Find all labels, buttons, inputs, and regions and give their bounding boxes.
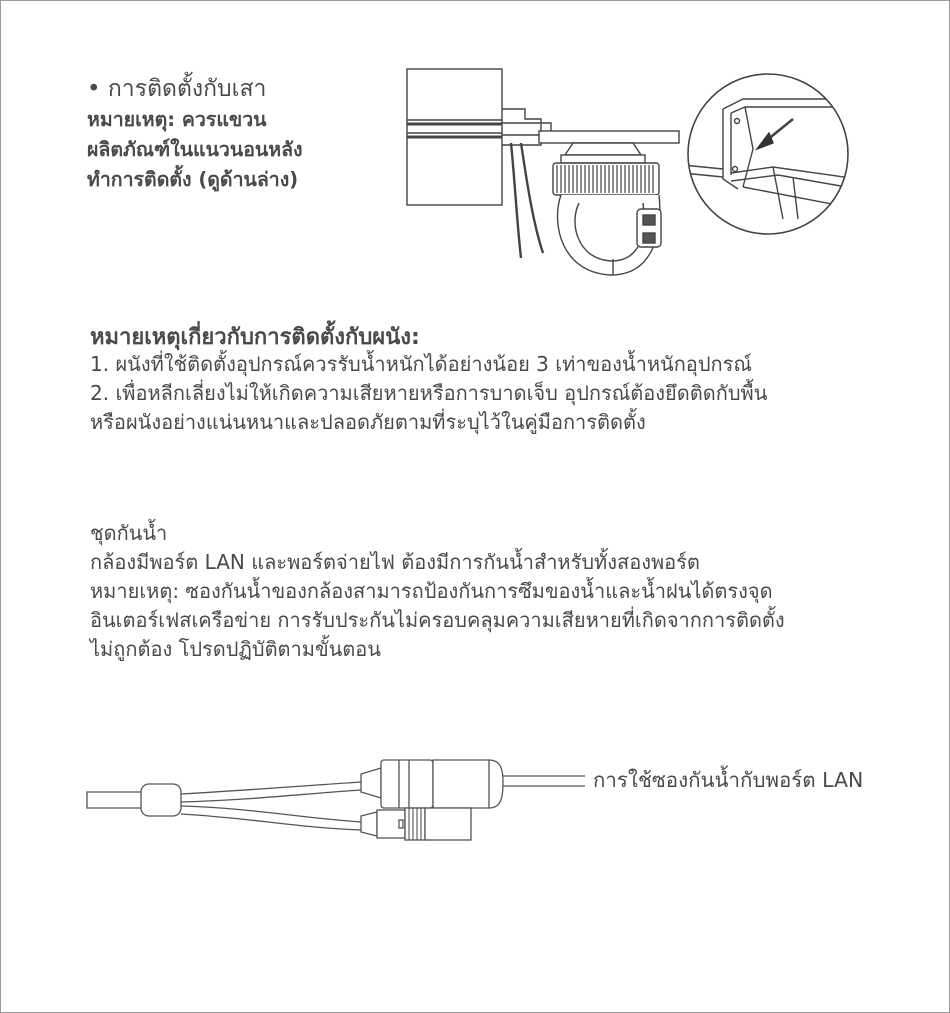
bracket-detail-illustration: [683, 69, 853, 239]
waterproof-line: หมายเหตุ: ซองกันน้ำของกล้องสามารถป้องกันการซึมของน้ำและน้ำฝนได้ตรงจุด: [90, 579, 773, 603]
pole-install-title: • การติดตั้งกับเสา: [87, 76, 267, 102]
wall-note-line: 1. ผนังที่ใช้ติดตั้งอุปกรณ์ควรรับน้ำหนักได้อย่างน้อย 3 เท่าของน้ำหนักอุปกรณ์: [90, 352, 752, 376]
pole-note-line: หมายเหตุ: ควรแขวน: [87, 108, 267, 131]
waterproof-line: อินเตอร์เฟสเครือข่าย การรับประกันไม่ครอบคลุมความเสียหายที่เกิดจากการติดตั้ง: [90, 608, 785, 632]
pole-mount-illustration: [401, 63, 701, 285]
wall-note-line: 2. เพื่อหลีกเลี่ยงไม่ให้เกิดความเสียหายหรือการบาดเจ็บ อุปกรณ์ต้องยึดติดกับพื้น: [90, 381, 768, 405]
wall-install-notes: [90, 350, 767, 437]
pole-note-line: ทำการติดตั้ง (ดูด้านล่าง): [87, 168, 299, 191]
pole-note-line: ผลิตภัณฑ์ในแนวนอนหลัง: [87, 138, 303, 161]
lan-waterproof-illustration: [81, 746, 591, 846]
wall-install-heading: หมายเหตุเกี่ยวกับการติดตั้งกับผนัง:: [90, 325, 420, 350]
waterproof-line: ไม่ถูกต้อง โปรดปฏิบัติตามขั้นตอน: [90, 637, 381, 661]
waterproof-line: กล้องมีพอร์ต LAN และพอร์ตจ่ายไฟ ต้องมีการกันน้ำสำหรับทั้งสองพอร์ต: [90, 550, 700, 574]
lan-waterproof-caption: การใช้ซองกันน้ำกับพอร์ต LAN: [593, 768, 864, 792]
waterproof-title: ชุดกันน้ำ: [90, 521, 168, 545]
pole-install-note: [87, 105, 303, 195]
waterproof-kit-section: [90, 519, 785, 664]
wall-note-line: หรือผนังอย่างแน่นหนาและปลอดภัยตามที่ระบุไว้ในคู่มือการติดตั้ง: [90, 410, 646, 434]
